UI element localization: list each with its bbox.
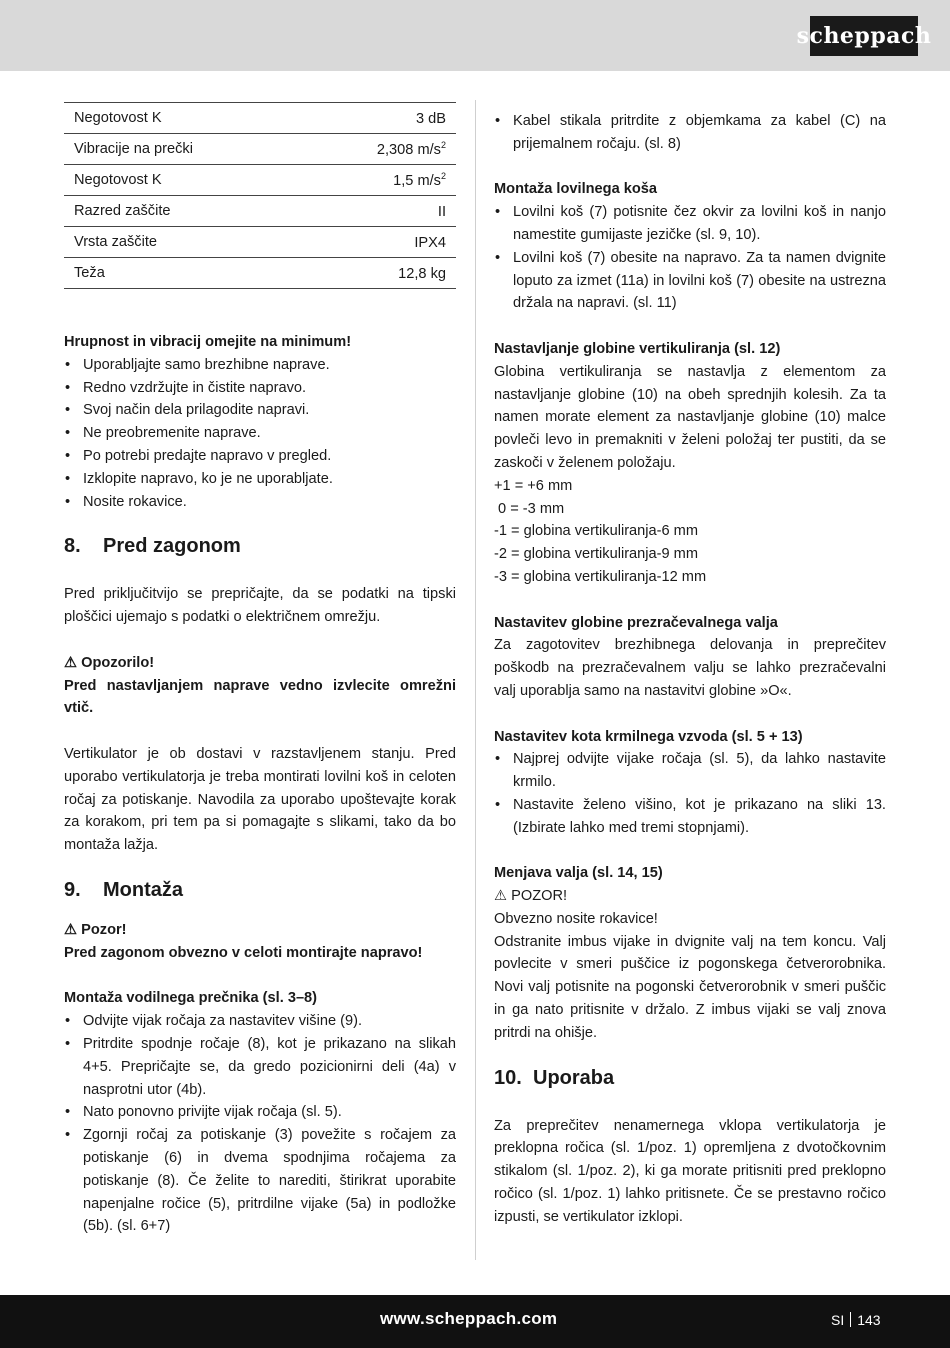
table-row: [64, 196, 456, 227]
paragraph: Pred priključitvijo se prepričajte, da se podatki na tipski ploščici ujemajo s podatki o električnem omrežju.: [64, 586, 456, 626]
right-column: [494, 110, 886, 1229]
subheading: Menjava valja (sl. 14, 15): [494, 865, 663, 882]
left-column: [64, 100, 456, 1238]
subheading: Nastavitev globine prezračevalnega valja: [494, 614, 778, 631]
subheading: Nastavljanje globine vertikuliranja (sl. 12): [494, 340, 781, 357]
depth-line: -1 = globina vertikuliranja-6 mm: [494, 523, 698, 540]
handle-list: [494, 748, 886, 839]
list-item: • Nosite rokavice.: [64, 491, 456, 514]
list-item: • Nastavite želeno višino, kot je prikazano na sliki 13. (Izbirate lahko med tremi stopnjami).: [494, 794, 886, 840]
warning-title: ⚠ Pozor!: [64, 921, 127, 938]
list-item: • Izklopite napravo, ko je ne uporabljate.: [64, 468, 456, 491]
spec-label: Negotovost K: [64, 165, 303, 196]
spec-value: [303, 227, 456, 258]
list-item: • Lovilni koš (7) potisnite čez okvir za lovilni koš in nanjo namestite gumijaste jezičke (sl. 9, 10).: [494, 201, 886, 247]
spec-value-text: 1,5 m/s: [393, 172, 441, 189]
section-title: Montaža: [103, 878, 183, 901]
spec-value-exponent: 2: [440, 140, 446, 151]
list-item: • Uporabljajte samo brezhibne naprave.: [64, 354, 456, 377]
cable-list: [494, 110, 886, 156]
section-number: 9.: [64, 878, 81, 901]
paragraph: Vertikulator je ob dostavi v razstavljenem stanju. Pred uporabo vertikulatorja je treba montirati lovilni koš in celoten ročaj za potiskanje. Navodila za uporabo upoštevajte korak za korakom, pri tem pa si pomagajte s slikami, tako da bo montaža lažja.: [64, 745, 456, 854]
page-indicator: [831, 1312, 881, 1328]
paragraph: Za zagotovitev brezhibnega delovanja in preprečitev poškodb na prezračevalnem valju se lahko prezračevalni valj uporablja samo na nastavitvi globine »O«.: [494, 637, 886, 699]
paragraph: Obvezno nosite rokavice!: [494, 910, 658, 927]
brand-logo: scheppach: [810, 16, 918, 56]
noise-heading: Hrupnost in vibracij omejite na minimum!: [64, 334, 352, 350]
list-item: • Ne preobremenite naprave.: [64, 422, 456, 445]
spec-table: [64, 102, 456, 289]
spec-value-text: IPX4: [414, 234, 446, 251]
warning-text: Pred zagonom obvezno v celoti montirajte napravo!: [64, 944, 423, 961]
list-item: • Nato ponovno privijte vijak ročaja (sl. 5).: [64, 1101, 456, 1124]
spec-value-text: II: [437, 203, 446, 220]
spec-value: [303, 196, 456, 227]
paragraph: Odstranite imbus vijake in dvignite valj na tem koncu. Valj povlecite v smeri puščice iz pogonskega četverorobnika. Novi valj potisnite na pogonski četverorobnik v smeri puščic in ga nato pritisnite v držalo. Z imbus vijaki se valj znova pritrdi na ohišje.: [494, 933, 886, 1041]
depth-line: -3 = globina vertikuliranja-12 mm: [494, 568, 707, 585]
section-title: Uporaba: [533, 1066, 615, 1089]
depth-line: 0 = -3 mm: [494, 500, 565, 517]
list-item: • Po potrebi predajte napravo v pregled.: [64, 445, 456, 468]
list-item: • Pritrdite spodnje ročaje (8), kot je prikazano na slikah 4+5. Prepričajte se, da gredo pozicionirni deli (4a) v nasprotni utor (4b).: [64, 1033, 456, 1101]
table-row: [64, 103, 456, 134]
list-item: • Redno vzdržujte in čistite napravo.: [64, 377, 456, 400]
list-item: • Kabel stikala pritrdite z objemkama za kabel (C) na prijemalnem ročaju. (sl. 8): [494, 110, 886, 156]
spec-value: [303, 134, 456, 165]
depth-line: -2 = globina vertikuliranja-9 mm: [494, 546, 698, 563]
section-title: Pred zagonom: [103, 535, 241, 558]
basket-list: [494, 201, 886, 315]
section-number: 8.: [64, 535, 81, 558]
paragraph: Globina vertikuliranja se nastavlja z elementom za nastavljanje globine (10) na obeh sprednjih kolesih. Za ta namen morate element za nastavljanje globine (10) malce povleči levo in premakniti v želeni položaj ter pustiti, da se zaskoči v želenem položaju.: [494, 363, 886, 471]
noise-list: [64, 354, 456, 514]
section-heading-9: [64, 877, 456, 903]
spec-label: Teža: [64, 258, 303, 289]
warning-title: ⚠ Opozorilo!: [64, 654, 155, 671]
warning-text: ⚠ POZOR!: [494, 888, 568, 905]
subheading: Nastavitev kota krmilnega vzvoda (sl. 5 + 13): [494, 728, 803, 745]
list-item: • Odvijte vijak ročaja za nastavitev višine (9).: [64, 1010, 456, 1033]
list-item: • Svoj način dela prilagodite napravi.: [64, 399, 456, 422]
website-link[interactable]: www.scheppach.com: [380, 1309, 558, 1328]
subheading: Montaža lovilnega koša: [494, 181, 658, 198]
warning-text: Pred nastavljanjem naprave vedno izvlecite omrežni vtič.: [64, 677, 456, 717]
language-code: SI: [831, 1312, 845, 1328]
spec-label: Vrsta zaščite: [64, 227, 303, 258]
depth-line: +1 = +6 mm: [494, 477, 573, 494]
table-row: [64, 165, 456, 196]
spec-label: Razred zaščite: [64, 196, 303, 227]
spec-value-text: 12,8 kg: [398, 265, 446, 282]
spec-value-text: 2,308 m/s: [376, 141, 441, 158]
footer-bar: [0, 1295, 950, 1348]
header-bar: [0, 0, 950, 71]
section-heading-8: [64, 533, 456, 559]
column-divider: [475, 100, 476, 1260]
table-row: [64, 134, 456, 165]
paragraph: Za preprečitev nenamernega vklopa vertikulatorja je preklopna ročica (sl. 1/poz. 1) opremljena z dvotočkovnim stikalom (sl. 1/poz. 2), ki ga morate pritisniti pred preklopno ročico (sl. 1/poz. 1) lahko pritisnete. Če se prestavno ročico izpusti, se vertikulator izklopi.: [494, 1117, 886, 1225]
mount-list: [64, 1010, 456, 1238]
list-item: • Lovilni koš (7) obesite na napravo. Za ta namen dvignite loputo za izmet (11a) in lovilni koš (7) obesite na ustrezna držala na napravi. (sl. 11): [494, 247, 886, 315]
list-item: • Zgornji ročaj za potiskanje (3) povežite s ročajem za potiskanje (6) in dvema spodnjima ročajema za potiskanje (8). Če želite to narediti, štirikrat uporabite napenjalne ročice (5), pritrdilne vijake (5a) in podložke (5b). (sl. 6+7): [64, 1124, 456, 1238]
table-row: [64, 258, 456, 289]
spec-value: [303, 258, 456, 289]
spec-value-exponent: 2: [440, 171, 446, 182]
separator: [850, 1312, 851, 1327]
list-item: • Najprej odvijte vijake ročaja (sl. 5), da lahko nastavite krmilo.: [494, 748, 886, 794]
spec-label: Negotovost K: [64, 103, 303, 134]
page-number: 143: [857, 1312, 881, 1328]
section-number: 10.: [494, 1066, 522, 1089]
spec-value: [303, 165, 456, 196]
spec-value: [303, 103, 456, 134]
subheading: Montaža vodilnega prečnika (sl. 3–8): [64, 990, 318, 1007]
spec-label: Vibracije na prečki: [64, 134, 303, 165]
spec-value-text: 3 dB: [415, 110, 446, 127]
table-row: [64, 227, 456, 258]
section-heading-10: [494, 1065, 886, 1091]
